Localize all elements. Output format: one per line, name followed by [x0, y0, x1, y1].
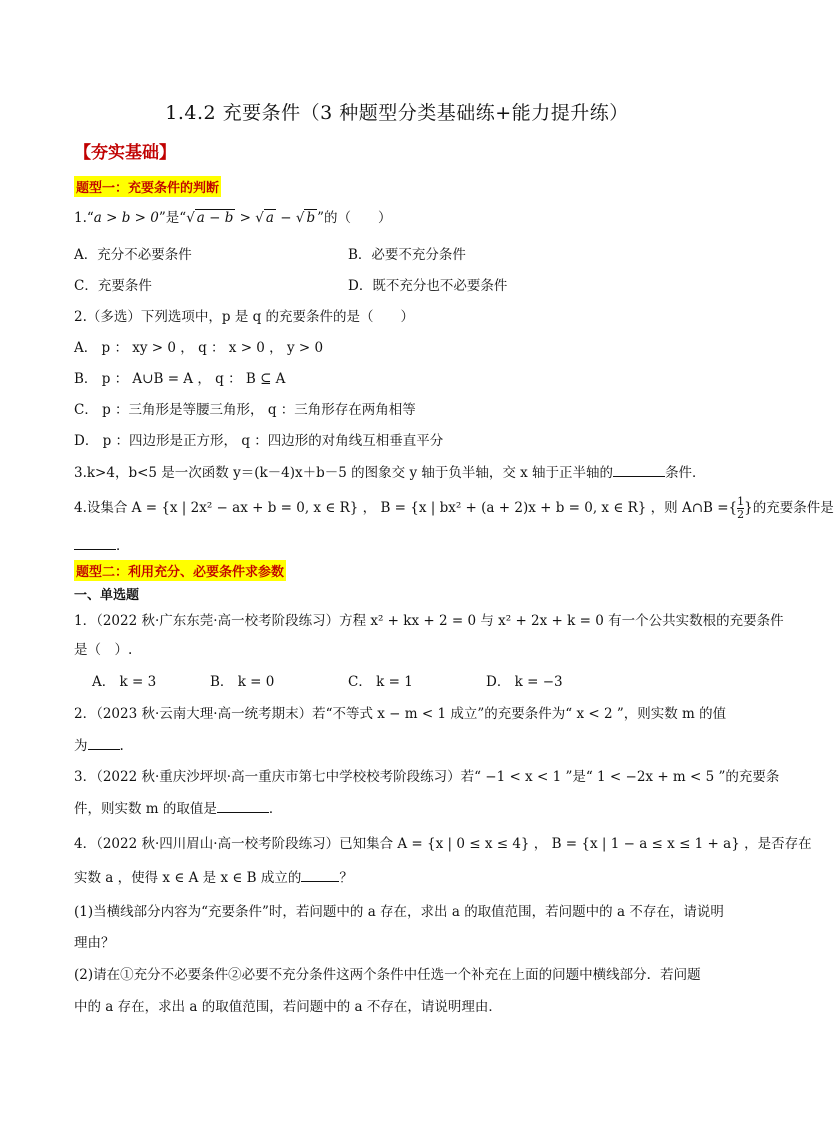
t1-q1-root-a: a — [265, 210, 274, 226]
t1-q1-stem-c: ”的（ ） — [317, 210, 392, 226]
t2-q3-stem-a: 3．（2022 秋·重庆沙坪坝·高一重庆市第七中学校校考阶段练习）若“ −1 < x < 1 ”是“ 1 < −2x + m < 5 ”的充要条 — [74, 769, 780, 785]
section-heading: 【夯实基础】 — [74, 143, 176, 163]
t2-q2-stem-b: 为 — [74, 738, 88, 754]
t2-q1-stem-b: 是（ ）. — [74, 642, 133, 658]
t2-q4-stem-b-line — [74, 866, 353, 886]
t2-q2-stem-a: 2．（2023 秋·云南大理·高一统考期末）若“不等式 x − m < 1 成立”的充要条件为“ x < 2 ”，则实数 m 的值 — [74, 706, 727, 722]
t2-q2-stem-c: . — [119, 738, 124, 754]
t2-q1-option-a: A． k = 3 — [92, 674, 157, 690]
t1-q2-option-a: A． p ： xy > 0 ， q ： x > 0 ， y > 0 — [74, 340, 324, 356]
type2-tag: 题型二：利用充分、必要条件求参数 — [74, 560, 286, 581]
t1-q2-option-d: D． p ：四边形是正方形， q ：四边形的对角线互相垂直平分 — [74, 433, 444, 449]
t2-q4-stem-b: 实数 a ，使得 x ∈ A 是 x ∈ B 成立的 — [74, 870, 302, 886]
t1-q3-stem — [74, 461, 706, 481]
t1-q3-stem-b: 条件． — [665, 465, 706, 481]
t2-q4-part1-a: (1)当横线部分内容为“充要条件”时，若问题中的 a 存在，求出 a 的取值范围，若问题中的 a 不存在，请说明 — [74, 904, 724, 920]
answer-blank — [74, 537, 116, 550]
t2-q3-stem-c: ． — [268, 801, 283, 817]
t2-q4-part2-b: 中的 a 存在，求出 a 的取值范围，若问题中的 a 不存在，请说明理由． — [74, 999, 502, 1015]
t1-q1-option-c: C．充要条件 — [74, 278, 152, 294]
t1-q3-stem-a: 3.k>4，b<5 是一次函数 y＝(k－4)x＋b－5 的图象交 y 轴于负半轴，交 x 轴于正半轴的 — [74, 465, 614, 481]
t2-q1-stem-a: 1．（2022 秋·广东东莞·高一校考阶段练习）方程 x² + kx + 2 = 0 与 x² + 2x + k = 0 有一个公共实数根的充要条件 — [74, 613, 784, 629]
t1-q4-stem: 4.设集合 A = {x | 2x² − ax + b = 0, x ∈ R} ， B = {x | bx² + (a + 2)x + b = 0, x ∈ R} ，则 A∩B ={ $\frac{1}{2}$ }的充要条件是 — [74, 495, 834, 521]
t2-q1-option-d: D． k = −3 — [486, 674, 563, 690]
t1-q1-option-d: D．既不充分也不必要条件 — [348, 278, 508, 294]
t2-q1-option-c: C． k = 1 — [348, 674, 413, 690]
frac-numerator: 1 — [737, 495, 745, 508]
t1-q1-stem-b: ”是“ — [158, 210, 187, 226]
frac-denominator: 2 — [737, 508, 745, 521]
t1-q2-option-b: B． p ： A∪B = A ， q ： B ⊆ A — [74, 371, 286, 387]
t1-q1-option-a: A．充分不必要条件 — [74, 247, 192, 263]
t2-q4-stem-c: ？ — [339, 870, 353, 886]
t1-q4-blank-line — [74, 534, 130, 554]
t2-q4-stem-a: 4．（2022 秋·四川眉山·高一校考阶段练习）已知集合 A = {x | 0 ≤ x ≤ 4} ， B = {x | 1 − a ≤ x ≤ 1 + a} ，是否存在 — [74, 836, 812, 852]
t2-q1-option-b: B． k = 0 — [210, 674, 275, 690]
t2-q2-stem-b-line — [74, 734, 124, 754]
t2-q4-part1-b: 理由？ — [74, 935, 115, 951]
fraction-half — [737, 496, 744, 521]
subsection-heading: 一、单选题 — [74, 588, 140, 603]
t2-q4-part2-a: (2)请在①充分不必要条件②必要不充分条件这两个条件中任选一个补充在上面的问题中横线部分．若问题 — [74, 967, 701, 983]
t1-q1-gt: > — [235, 210, 256, 226]
t2-q3-stem-b-line — [74, 797, 282, 817]
t1-q2-option-c: C． p ：三角形是等腰三角形， q ：三角形存在两角相等 — [74, 402, 416, 418]
t1-q1-cond: a > b > 0 — [93, 210, 159, 226]
t1-q1-minus: − — [275, 210, 296, 226]
answer-blank — [301, 869, 339, 882]
t1-q4-stem-c: ． — [116, 538, 130, 554]
type1-tag: 题型一：充要条件的判断 — [74, 176, 221, 197]
answer-blank — [613, 464, 665, 477]
answer-blank — [88, 737, 120, 750]
t2-q3-stem-b: 件，则实数 m 的取值是 — [74, 801, 217, 817]
t1-q1-stem: 1.“a > b > 0”是“√ a − b > √ a − √ b ”的（ ） — [74, 210, 392, 226]
t1-q1-root-ab: a − b — [196, 210, 234, 226]
page-title: 1.4.2 充要条件（3 种题型分类基础练+能力提升练） — [165, 102, 629, 124]
t1-q1-root-b: b — [306, 210, 316, 226]
answer-blank — [217, 800, 269, 813]
t1-q2-stem: 2.（多选）下列选项中，p 是 q 的充要条件的是（ ） — [74, 309, 415, 325]
t1-q1-option-b: B．必要不充分条件 — [348, 247, 466, 263]
t1-q1-stem-a: 1.“ — [74, 210, 94, 226]
t1-q4-stem-a: 4.设集合 A = {x | 2x² − ax + b = 0, x ∈ R} ， B = {x | bx² + (a + 2)x + b = 0, x ∈ R} ，则 A∩B = — [74, 500, 729, 516]
t1-q4-stem-b: 的充要条件是 — [752, 500, 834, 516]
